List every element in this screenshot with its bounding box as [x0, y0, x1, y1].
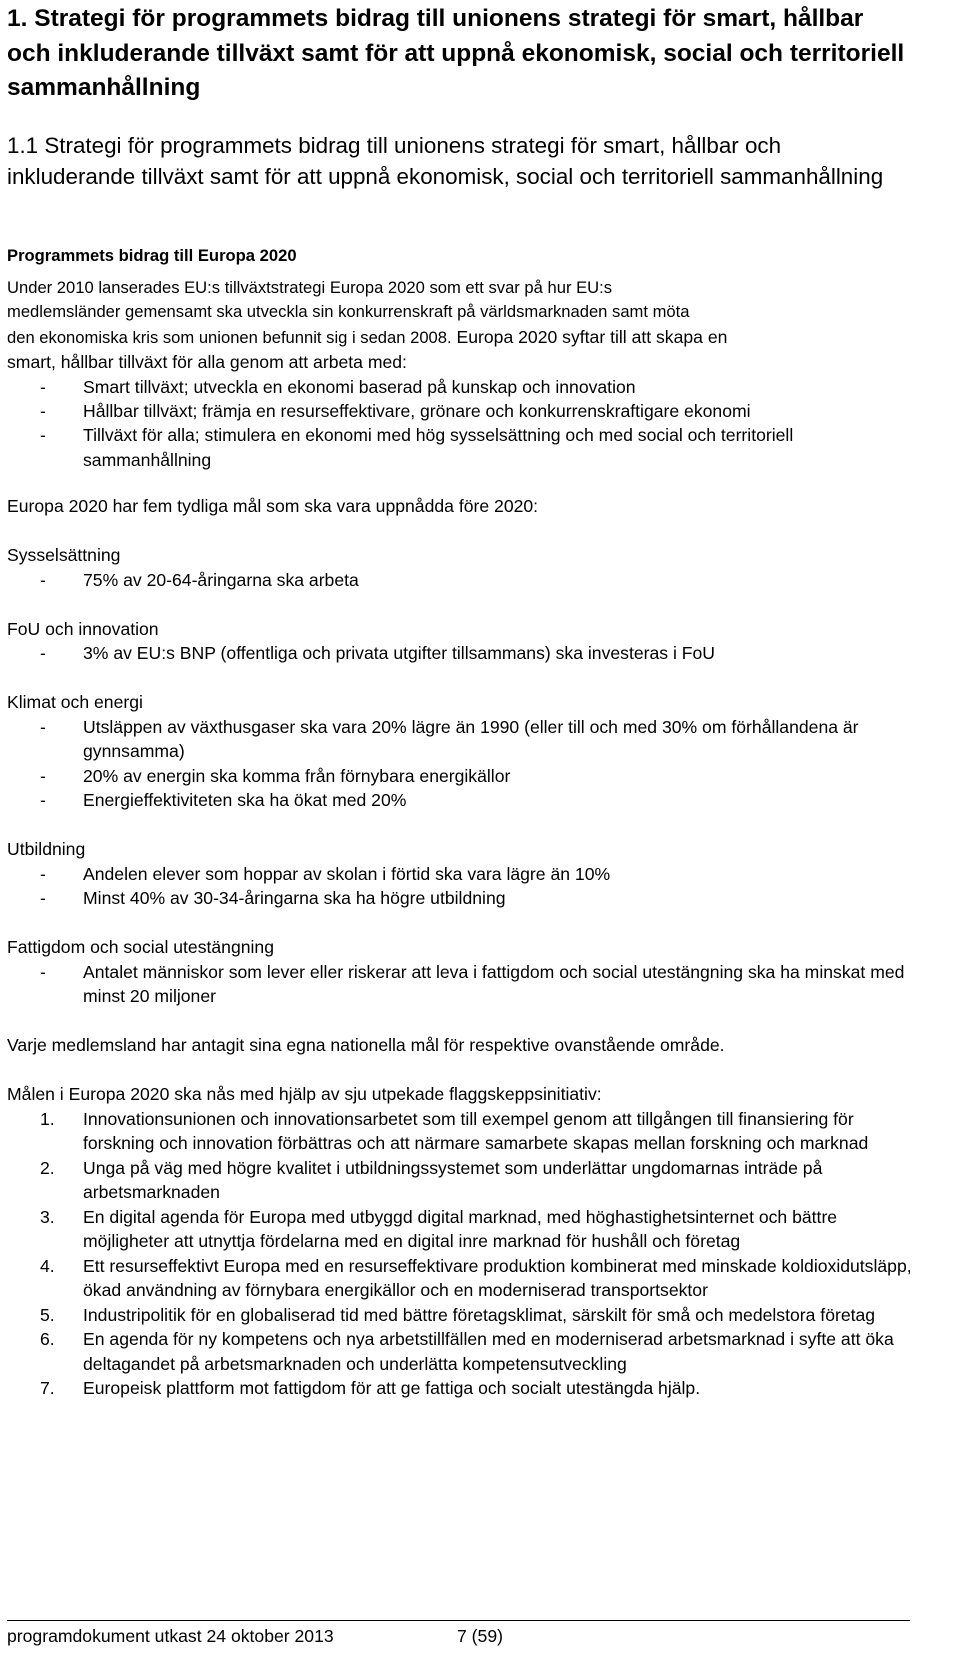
dash-marker: - [40, 961, 46, 982]
goal-title: Klimat och energi [7, 692, 143, 712]
list-item [7, 375, 912, 399]
flagship-text: Ett resurseffektivt Europa med en resurseffektivare produktion kombinerat med minskade koldioxidutsläpp, ökad användning av förnybara energikällor och en moderniserad transportsektor [83, 1255, 912, 1300]
flagship-text: Unga på väg med högre kvalitet i utbildningssystemet som underlättar ungdomarnas inträde på arbetsmarknaden [83, 1157, 823, 1202]
intro-section [7, 276, 912, 472]
goal-text: 3% av EU:s BNP (offentliga och privata utgifter tillsammans) ska investeras i FoU [83, 643, 716, 663]
list-item [7, 788, 912, 813]
goal-title: Fattigdom och social utestängning [7, 937, 274, 957]
goal-text: Utsläppen av växthusgaser ska vara 20% lägre än 1990 (eller till och med 30% om förhållandena är gynnsamma) [83, 716, 859, 761]
list-item [7, 960, 912, 1009]
national-goals: Varje medlemsland har antagit sina egna nationella mål för respektive ovanstående område. [7, 1035, 725, 1055]
list-item [7, 423, 912, 472]
heading-3: Programmets bidrag till Europa 2020 [7, 246, 297, 265]
dash-marker: - [40, 569, 46, 590]
goal-text: Energieffektiviteten ska ha ökat med 20% [83, 790, 407, 810]
dash-marker: - [40, 401, 46, 422]
list-item [7, 1107, 912, 1156]
list-item [7, 886, 912, 911]
flagship-intro: Målen i Europa 2020 ska nås med hjälp av sju utpekade flaggskeppsinitiativ: [7, 1084, 602, 1104]
dash-marker: - [40, 790, 46, 810]
list-item [7, 1156, 912, 1205]
intro-paragraph [7, 276, 912, 350]
bullet-text: Hållbar tillväxt; främja en resurseffektivare, grönare och konkurrenskraftigare ekonomi [83, 401, 751, 422]
bullet-text: Smart tillväxt; utveckla en ekonomi baserad på kunskap och innovation [83, 376, 636, 397]
list-number: 4. [40, 1255, 55, 1276]
bullet-text: Tillväxt för alla; stimulera en ekonomi med hög sysselsättning och med social och territoriell sammanhållning [83, 425, 794, 470]
list-item [7, 1376, 912, 1401]
flagship-text: Europeisk plattform mot fattigdom för att ge fattiga och socialt utestängda hjälp. [83, 1378, 701, 1398]
goal-title: FoU och innovation [7, 618, 159, 639]
goal-text: 75% av 20-64-åringarna ska arbeta [83, 569, 359, 590]
dash-marker: - [40, 376, 46, 397]
footer-page-number: 7 (59) [457, 1626, 503, 1646]
dash-marker: - [40, 888, 46, 908]
intro-line-1: Under 2010 lanserades EU:s tillväxtstrategi Europa 2020 som ett svar på hur EU:s [7, 278, 613, 297]
goal-title: Sysselsättning [7, 545, 121, 565]
flagship-list [7, 1107, 912, 1401]
heading-2: 1.1 Strategi för programmets bidrag till unionens strategi för smart, hållbar och inkluderande tillväxt samt för att uppnå ekonomisk, social och territoriell sammanhållning [7, 133, 884, 189]
intro-line-3: den ekonomiska kris som unionen befunnit sig i sedan 2008. [7, 327, 452, 347]
list-item [7, 1205, 912, 1254]
dash-marker: - [40, 863, 46, 884]
list-item [7, 1254, 912, 1303]
list-item [7, 1303, 912, 1328]
dash-marker: - [40, 425, 46, 446]
list-number: 7. [40, 1378, 55, 1398]
list-item [7, 862, 912, 887]
flagship-text: Industripolitik för en globaliserad tid med bättre företagsklimat, särskilt för små och medelstora företag [83, 1304, 876, 1325]
goals-intro: Europa 2020 har fem tydliga mål som ska vara uppnådda före 2020: [7, 496, 539, 516]
list-item [7, 764, 912, 789]
footer-divider [7, 1620, 910, 1621]
list-number: 1. [40, 1108, 55, 1129]
list-number: 6. [40, 1329, 55, 1349]
list-item [7, 568, 912, 593]
page-footer [7, 1624, 503, 1648]
goal-text: 20% av energin ska komma från förnybara energikällor [83, 765, 511, 786]
list-item [7, 641, 912, 666]
goal-text: Antalet människor som lever eller riskerar att leva i fattigdom och social utestängning ska ha minskat med minst 20 miljoner [83, 961, 905, 1006]
flagship-text: En agenda för ny kompetens och nya arbetstillfällen med en moderniserad arbetsmarknad i syfte att öka deltagandet på arbetsmarknaden och underlätta kompetensutveckling [83, 1329, 894, 1374]
dash-marker: - [40, 643, 46, 663]
dash-marker: - [40, 716, 46, 737]
goal-text: Andelen elever som hoppar av skolan i förtid ska vara lägre än 10% [83, 863, 611, 884]
list-number: 5. [40, 1304, 55, 1325]
goals-section [7, 494, 912, 1401]
intro-tail-1: Europa 2020 syftar till att skapa en [451, 326, 728, 347]
list-number: 3. [40, 1206, 55, 1227]
heading-1: 1. Strategi för programmets bidrag till unionens strategi för smart, hållbar och inkluderande tillväxt samt för att uppnå ekonomisk, social och territoriell sammanhållning [7, 5, 905, 101]
flagship-text: En digital agenda för Europa med utbyggd digital marknad, med höghastighetsinternet och bättre möjligheter att utnyttja fördelarna med en digital inre marknad för hushåll och företag [83, 1206, 838, 1251]
goal-title: Utbildning [7, 839, 86, 859]
list-item [7, 399, 912, 423]
intro-bullet-list [7, 375, 912, 473]
flagship-text: Innovationsunionen och innovationsarbetet som till exempel genom att tillgången till finansiering för forskning och innovation förbättras och att närmare samarbete skapas mellan forskning och marknad [83, 1108, 869, 1153]
dash-marker: - [40, 765, 46, 786]
intro-tail-2: smart, hållbar tillväxt för alla genom att arbeta med: [7, 352, 407, 373]
list-item [7, 1327, 912, 1376]
list-item [7, 715, 912, 764]
list-number: 2. [40, 1157, 55, 1178]
goal-text: Minst 40% av 30-34-åringarna ska ha högre utbildning [83, 888, 506, 908]
intro-line-2: medlemsländer gemensamt ska utveckla sin konkurrenskraft på världsmarknaden samt möta [7, 302, 690, 322]
footer-document-label: programdokument utkast 24 oktober 2013 [7, 1626, 334, 1646]
